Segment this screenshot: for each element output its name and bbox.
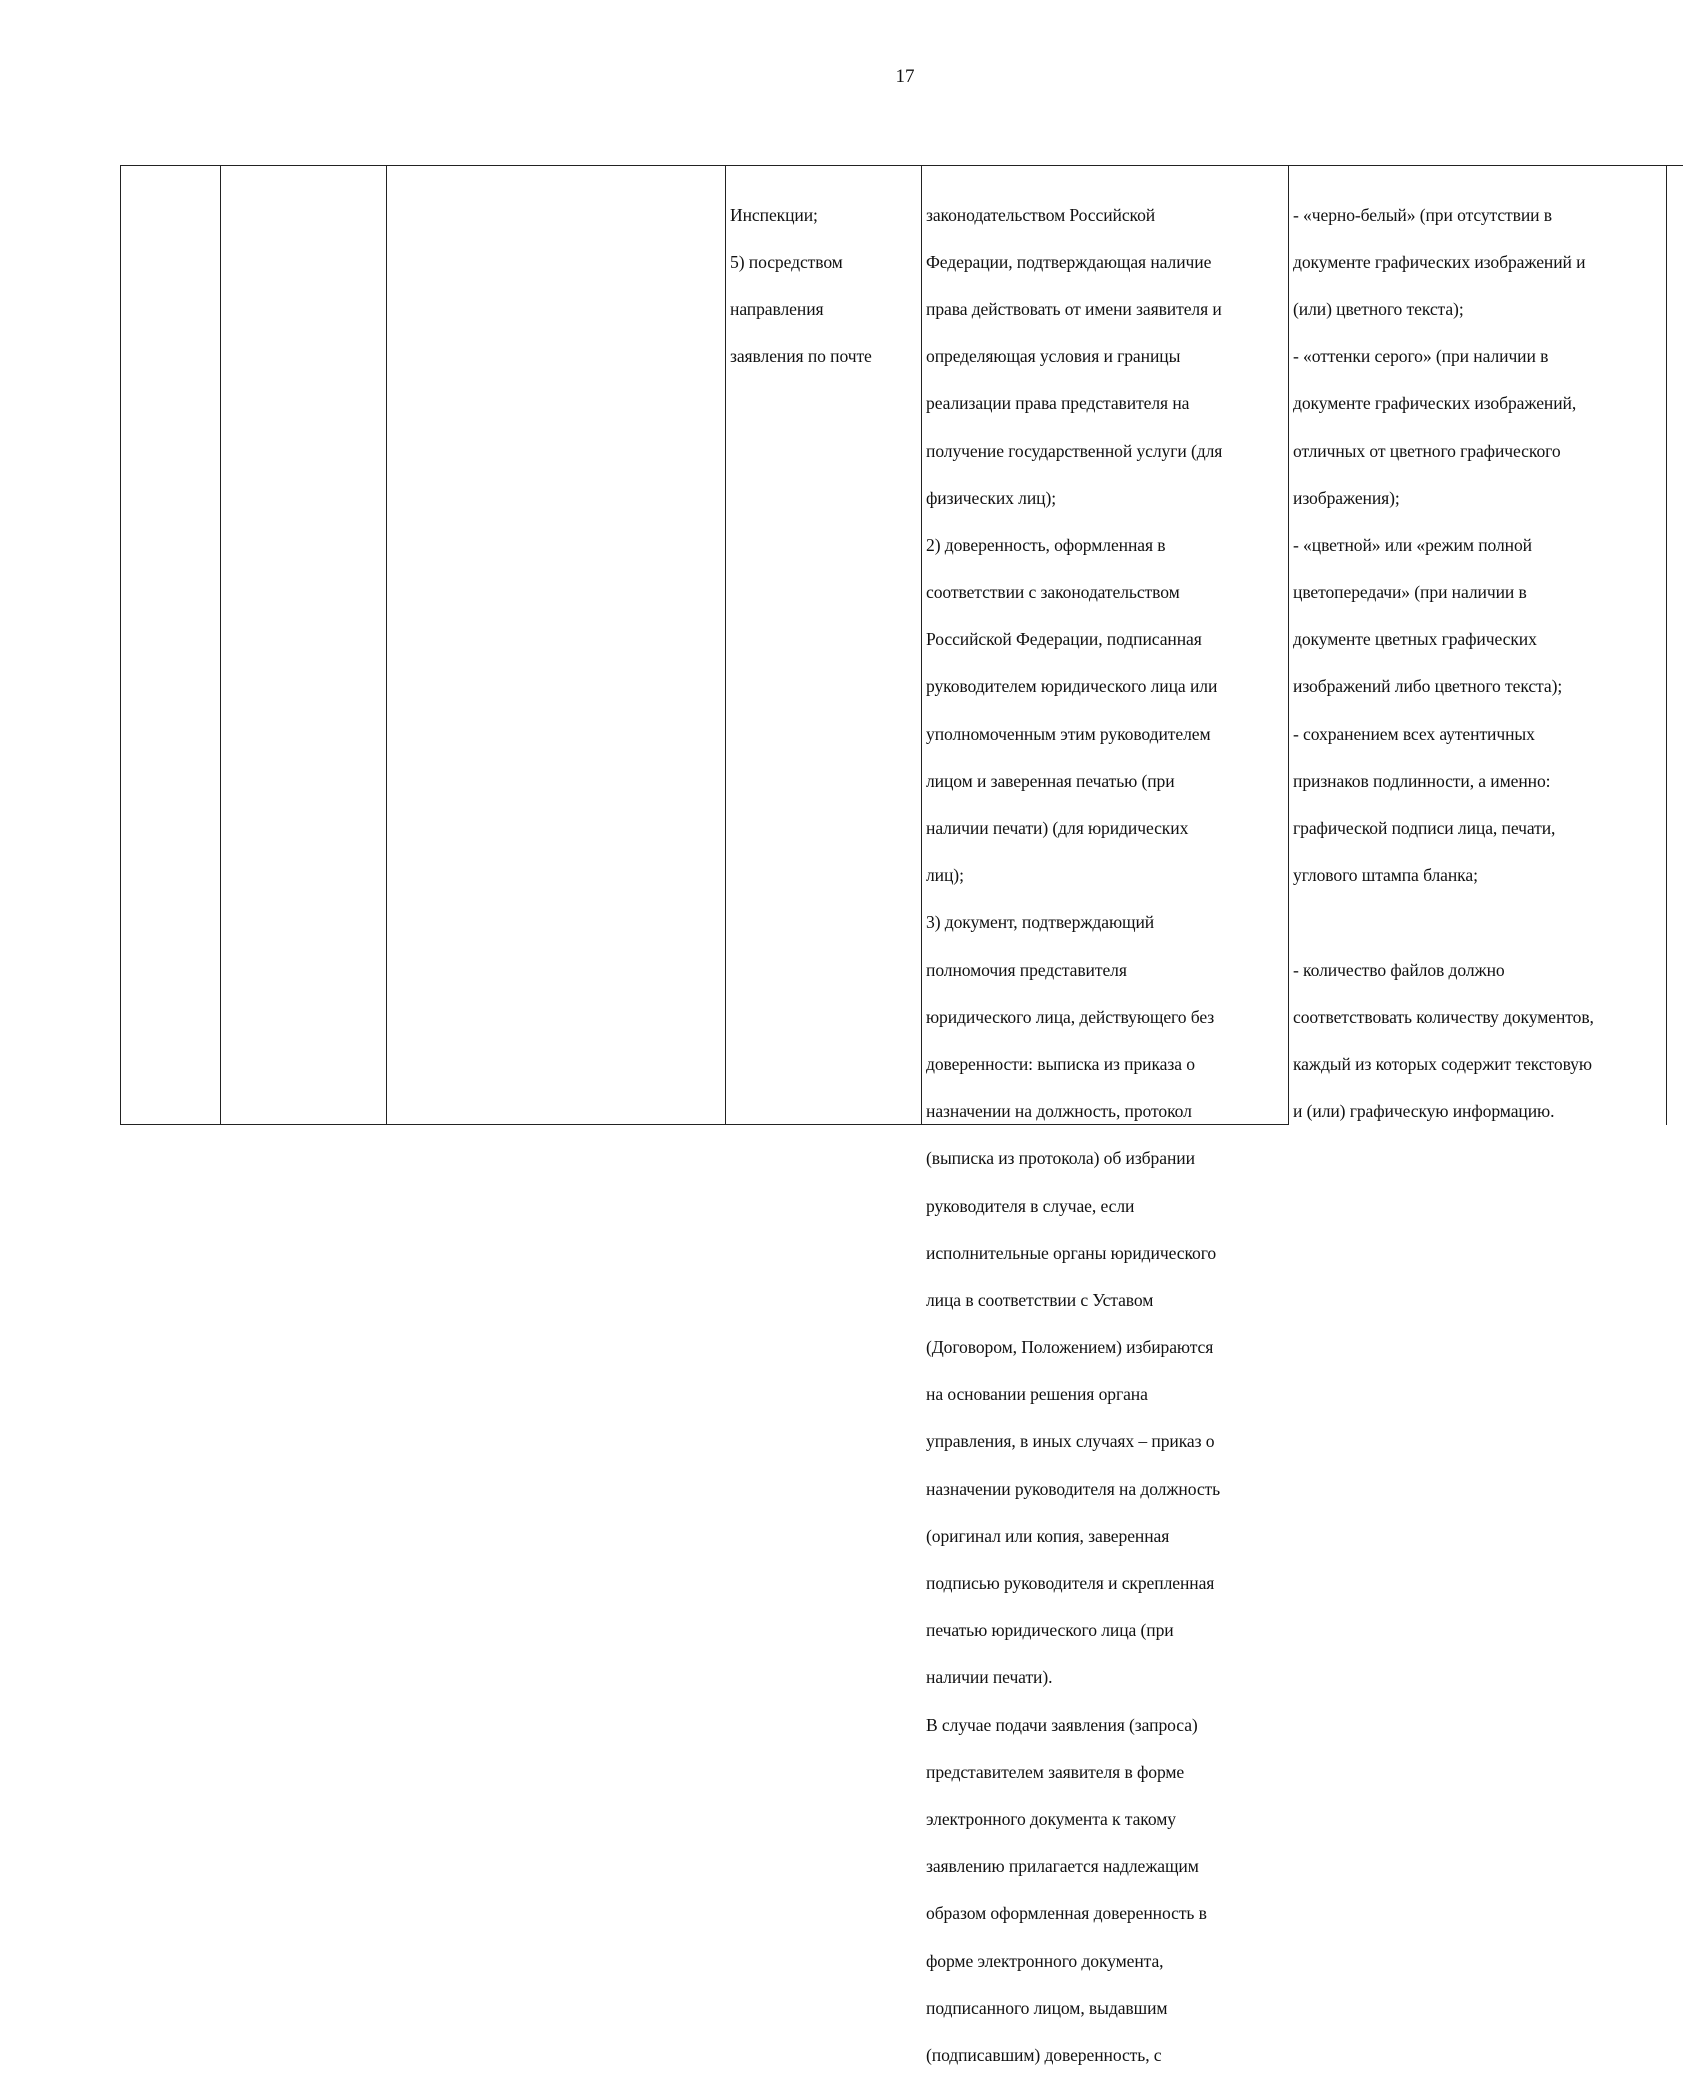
cell-line: наличии печати).: [926, 1667, 1053, 1688]
table-column-divider: [1666, 165, 1667, 1125]
paragraph-gap: [1293, 911, 1663, 935]
cell-line: соответствии с законодательством: [926, 582, 1180, 603]
cell-line: Федерации, подтверждающая наличие: [926, 251, 1212, 272]
table-column-divider: [725, 165, 726, 1125]
cell-line: заявлению прилагается надлежащим: [926, 1856, 1199, 1877]
cell-line: соответствовать количеству документов,: [1293, 1006, 1594, 1027]
cell-line: изображений либо цветного текста);: [1293, 676, 1563, 697]
cell-line: документе графических изображений,: [1293, 393, 1577, 414]
table-column-divider: [921, 165, 922, 1125]
cell-line: юридического лица, действующего без: [926, 1006, 1215, 1027]
cell-line: (оригинал или копия, заверенная: [926, 1525, 1170, 1546]
cell-line: графической подписи лица, печати,: [1293, 818, 1556, 839]
cell-line: законодательством Российской: [926, 204, 1156, 225]
cell-line: полномочия представителя: [926, 959, 1127, 980]
cell-line: представителем заявителя в форме: [926, 1761, 1185, 1782]
cell-line: 3) документ, подтверждающий: [926, 912, 1155, 933]
cell-line: каждый из которых содержит текстовую: [1293, 1053, 1592, 1074]
cell-line: направления: [730, 298, 824, 319]
cell-line: реализации права представителя на: [926, 393, 1190, 414]
cell-line: цветопередачи» (при наличии в: [1293, 582, 1527, 603]
cell-line: (подписавшим) доверенность, с: [926, 2044, 1162, 2065]
cell-line: углового штампа бланка;: [1293, 865, 1478, 886]
cell-line: отличных от цветного графического: [1293, 440, 1561, 461]
cell-line: - «черно-белый» (при отсутствии в: [1293, 204, 1552, 225]
table-column-divider: [386, 165, 387, 1125]
cell-line: лиц);: [926, 865, 964, 886]
table-cell-file-requirements: [1293, 180, 1663, 1147]
cell-line: лицом и заверенная печатью (при: [926, 770, 1175, 791]
cell-line: признаков подлинности, а именно:: [1293, 770, 1551, 791]
cell-line: - сохранением всех аутентичных: [1293, 723, 1535, 744]
cell-line: 5) посредством: [730, 251, 843, 272]
cell-line: (выписка из протокола) об избрании: [926, 1148, 1195, 1169]
cell-line: (Договором, Положением) избираются: [926, 1337, 1214, 1358]
cell-line: уполномоченным этим руководителем: [926, 723, 1211, 744]
table-top-border: [120, 165, 1683, 166]
cell-line: образом оформленная доверенность в: [926, 1903, 1207, 1924]
cell-line: 2) доверенность, оформленная в: [926, 534, 1166, 555]
cell-line: лица в соответствии с Уставом: [926, 1289, 1154, 1310]
page-number: 17: [895, 66, 915, 87]
cell-line: Инспекции;: [730, 204, 818, 225]
cell-line: определяющая условия и границы: [926, 346, 1181, 367]
table-cell-submission-methods: [730, 180, 920, 392]
cell-line: руководителем юридического лица или: [926, 676, 1218, 697]
cell-line: права действовать от имени заявителя и: [926, 298, 1222, 319]
table-column-divider: [120, 165, 121, 1125]
cell-line: - «цветной» или «режим полной: [1293, 534, 1532, 555]
cell-line: документе цветных графических: [1293, 629, 1537, 650]
cell-line: на основании решения органа: [926, 1384, 1148, 1405]
cell-line: - количество файлов должно: [1293, 959, 1505, 980]
table-column-divider: [1288, 165, 1289, 1125]
cell-line: подписью руководителя и скрепленная: [926, 1573, 1215, 1594]
cell-line: наличии печати) (для юридических: [926, 818, 1189, 839]
cell-line: форме электронного документа,: [926, 1950, 1164, 1971]
cell-line: Российской Федерации, подписанная: [926, 629, 1202, 650]
cell-line: физических лиц);: [926, 487, 1057, 508]
cell-line: назначении руководителя на должность: [926, 1478, 1221, 1499]
cell-line: доверенности: выписка из приказа о: [926, 1053, 1195, 1074]
cell-line: управления, в иных случаях – приказ о: [926, 1431, 1215, 1452]
table-column-divider: [220, 165, 221, 1125]
cell-line: документе графических изображений и: [1293, 251, 1586, 272]
cell-line: В случае подачи заявления (запроса): [926, 1714, 1198, 1735]
cell-line: изображения);: [1293, 487, 1400, 508]
cell-line: получение государственной услуги (для: [926, 440, 1223, 461]
cell-line: руководителя в случае, если: [926, 1195, 1135, 1216]
cell-line: назначении на должность, протокол: [926, 1101, 1192, 1122]
cell-line: печатью юридического лица (при: [926, 1620, 1174, 1641]
cell-line: электронного документа к такому: [926, 1808, 1176, 1829]
cell-line: - «оттенки серого» (при наличии в: [1293, 346, 1549, 367]
cell-line: заявления по почте: [730, 346, 872, 367]
cell-line: исполнительные органы юридического: [926, 1242, 1217, 1263]
cell-line: (или) цветного текста);: [1293, 298, 1464, 319]
table-cell-required-documents: [926, 180, 1286, 2091]
cell-line: и (или) графическую информацию.: [1293, 1101, 1555, 1122]
cell-line: подписанного лицом, выдавшим: [926, 1997, 1168, 2018]
